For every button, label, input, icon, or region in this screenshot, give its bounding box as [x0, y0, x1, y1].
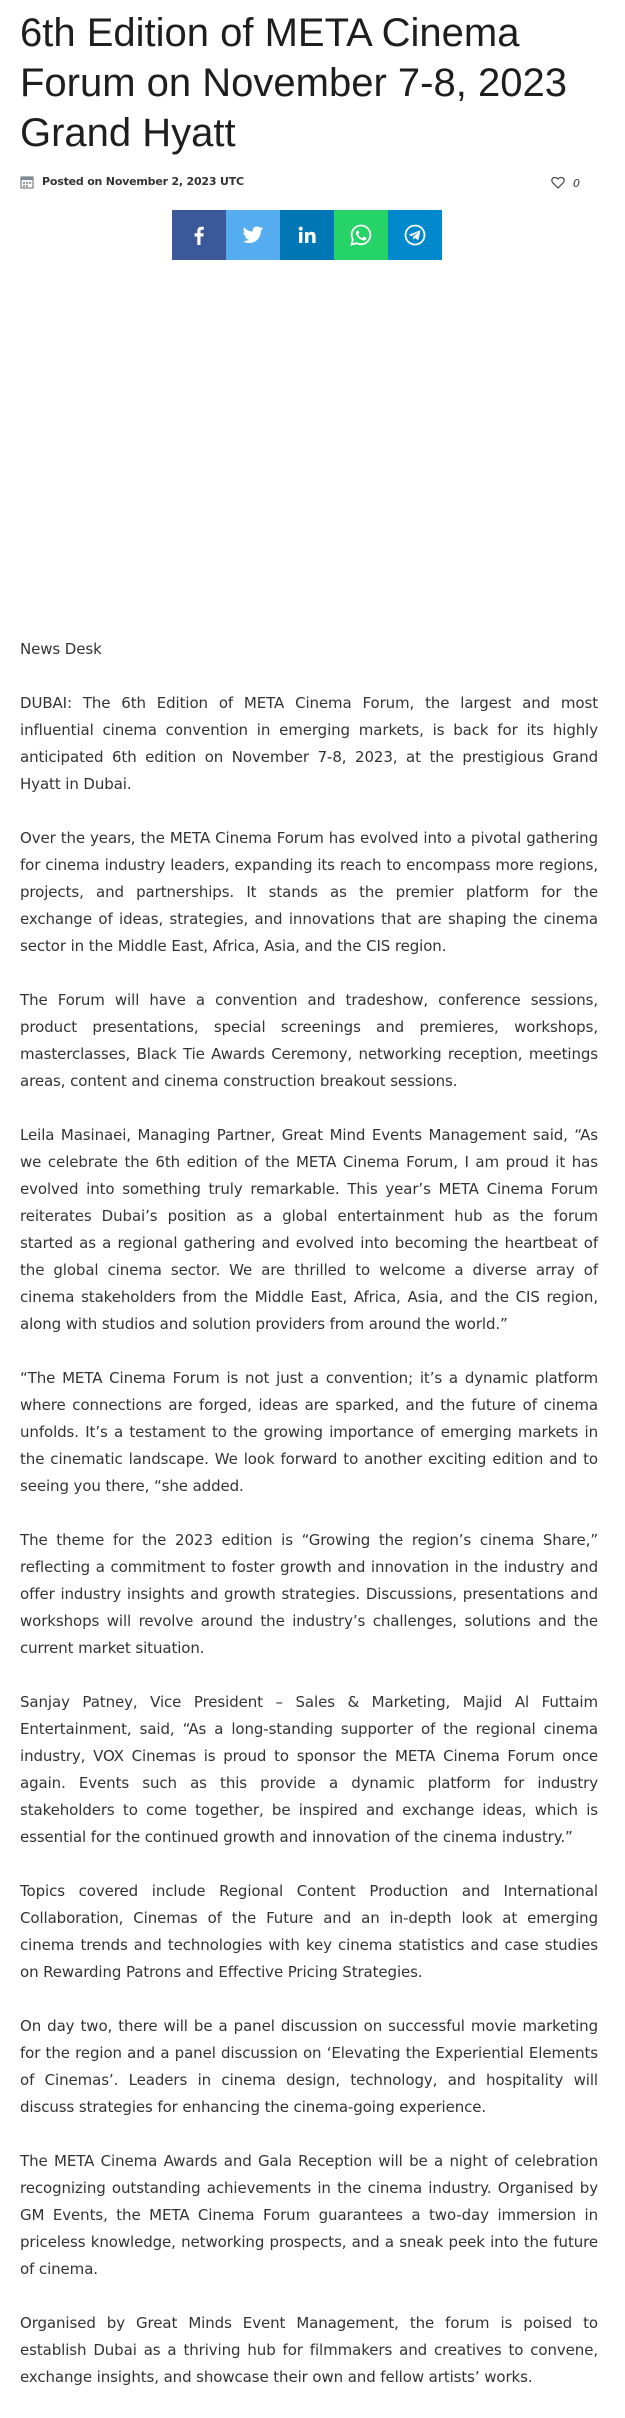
likes-count: 0 — [573, 177, 580, 190]
article-paragraph: On day two, there will be a panel discussion on successful movie marketing for the region and a panel discussion on ‘Elevating the Experiential Elements of Cinemas’. Leaders in cinema design, technology, and hospitality will discuss strategies for enhancing the cinema-going experience. — [20, 2017, 598, 2116]
article-paragraph: The META Cinema Awards and Gala Reception will be a night of celebration recognizing outstanding achievements in the cinema industry. Organised by GM Events, the META Cinema Forum guarantees a two-day immersion in priceless knowledge, networking prospects, and a sneak peek into the future of cinema. — [20, 2152, 598, 2278]
article-title: 6th Edition of META Cinema Forum on November 7-8, 2023 Grand Hyatt — [20, 11, 567, 155]
whatsapp-share-button[interactable] — [334, 210, 388, 260]
calendar-icon — [20, 174, 34, 188]
likes[interactable] — [551, 174, 580, 193]
article-byline: News Desk — [20, 640, 102, 658]
share-bar — [172, 210, 442, 260]
telegram-share-button[interactable] — [388, 210, 442, 260]
article-paragraph: Leila Masinaei, Managing Partner, Great Mind Events Management said, “As we celebrate the 6th edition of the META Cinema Forum, I am proud it has evolved into something truly remarkable. This year’s META Cinema Forum reiterates Dubai’s position as a global entertainment hub as the forum started as a regional gathering and evolved into becoming the heartbeat of the global cinema sector. We are thrilled to welcome a diverse array of cinema stakeholders from the Middle East, Africa, Asia, and the CIS region, along with studios and solution providers from around the world.” — [20, 1126, 598, 1333]
article-paragraph: Organised by Great Minds Event Management, the forum is poised to establish Dubai as a thriving hub for filmmakers and creatives to convene, exchange insights, and showcase their own and fellow artists’ works. — [20, 2314, 598, 2386]
article-paragraph: Topics covered include Regional Content Production and International Collaboration, Cinemas of the Future and an in-depth look at emerging cinema trends and technologies with key cinema statistics and case studies on Rewarding Patrons and Effective Pricing Strategies. — [20, 1882, 598, 1981]
linkedin-icon — [296, 224, 318, 246]
twitter-icon — [241, 224, 265, 246]
article-paragraph: Over the years, the META Cinema Forum has evolved into a pivotal gathering for cinema industry leaders, expanding its reach to encompass more regions, projects, and partnerships. It stands as the premier platform for the exchange of ideas, strategies, and innovations that are shaping the cinema sector in the Middle East, Africa, Asia, and the CIS region. — [20, 829, 598, 955]
article-body — [20, 636, 598, 2418]
linkedin-share-button[interactable] — [280, 210, 334, 260]
article-paragraph: The theme for the 2023 edition is “Growing the region’s cinema Share,” reflecting a commitment to foster growth and innovation in the industry and offer industry insights and growth strategies. Discussions, presentations and workshops will revolve around the industry’s challenges, solutions and the current market situation. — [20, 1531, 598, 1657]
whatsapp-icon — [349, 223, 373, 247]
posted-info — [20, 174, 244, 188]
posted-date: Posted on November 2, 2023 UTC — [42, 174, 244, 188]
article-meta — [20, 174, 580, 198]
article-paragraph: Sanjay Patney, Vice President – Sales & Marketing, Majid Al Futtaim Entertainment, said, “As a long-standing supporter of the regional cinema industry, VOX Cinemas is proud to sponsor the META Cinema Forum once again. Events such as this provide a dynamic platform for industry stakeholders to come together, be inspired and exchange ideas, which is essential for the continued growth and innovation of the cinema industry.” — [20, 1693, 598, 1846]
facebook-icon — [188, 224, 210, 246]
heart-icon[interactable] — [551, 174, 565, 193]
article-paragraph: “The META Cinema Forum is not just a convention; it’s a dynamic platform where connections are forged, ideas are sparked, and the future of cinema unfolds. It’s a testament to the growing importance of emerging markets in the cinematic landscape. We look forward to another exciting edition and to seeing you there, “she added. — [20, 1369, 598, 1495]
telegram-icon — [403, 223, 427, 247]
article-header — [20, 0, 598, 158]
article-paragraph: The Forum will have a convention and tradeshow, conference sessions, product presentations, special screenings and premieres, workshops, masterclasses, Black Tie Awards Ceremony, networking reception, meetings areas, content and cinema construction breakout sessions. — [20, 991, 598, 1090]
twitter-share-button[interactable] — [226, 210, 280, 260]
facebook-share-button[interactable] — [172, 210, 226, 260]
article-paragraph: DUBAI: The 6th Edition of META Cinema Forum, the largest and most influential cinema convention in emerging markets, is back for its highly anticipated 6th edition on November 7-8, 2023, at the prestigious Grand Hyatt in Dubai. — [20, 694, 598, 793]
